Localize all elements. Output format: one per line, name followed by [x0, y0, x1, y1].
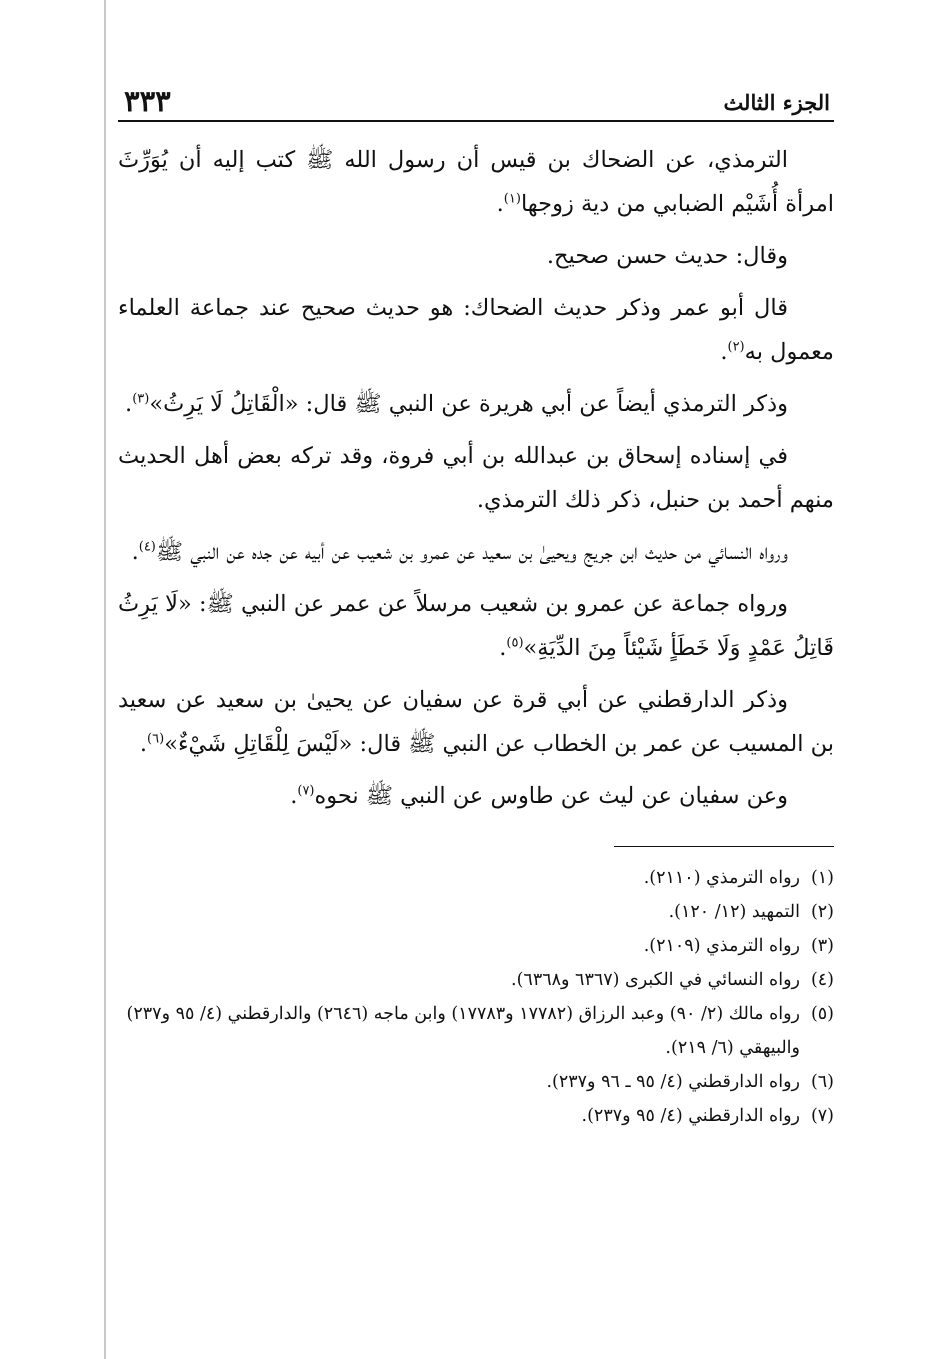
footnote-number: (١) — [810, 868, 834, 888]
footnote-number: (٥) — [810, 1004, 834, 1024]
paragraph-text: ورواه جماعة عن عمرو بن شعيب مرسلاً عن عمر عن النبي ﷺ: «لَا يَرِثُ قَاتِلُ عَمْدٍ وَلَا خَطَأٍ شَيْئاً مِنَ الدِّيَةِ» — [118, 591, 834, 661]
paragraph-8 — [118, 678, 834, 766]
paragraph-7 — [118, 582, 834, 670]
footnote-ref: (٤) — [138, 539, 156, 555]
footnote-3 — [118, 929, 834, 963]
footnote-4 — [118, 963, 834, 997]
paragraph-text: وقال: حديث حسن صحيح. — [546, 243, 788, 269]
paragraph-end: . — [131, 539, 139, 565]
paragraph-text: في إسناده إسحاق بن عبدالله بن أبي فروة، وقد تركه بعض أهل الحديث منهم أحمد بن حنبل، ذكر ذلك الترمذي. — [118, 443, 834, 513]
footnote-ref: (١) — [503, 191, 521, 207]
paragraph-text: وذكر الدارقطني عن أبي قرة عن سفيان عن يحيىٰ بن سعيد عن سعيد بن المسيب عن عمر بن الخطاب عن النبي ﷺ قال: «لَيْسَ لِلْقَاتِلِ شَيْءٌ» — [118, 687, 834, 757]
footnote-text: رواه النسائي في الكبرى (٦٣٦٧ و٦٣٦٨). — [511, 970, 800, 990]
footnote-text: رواه الترمذي (٢١٠٩). — [643, 936, 800, 956]
footnote-ref: (٦) — [147, 731, 165, 747]
footnote-ref: (٣) — [132, 391, 150, 407]
footnote-number: (٦) — [810, 1072, 834, 1092]
footnote-ref: (٥) — [506, 635, 524, 651]
footnote-text: رواه الترمذي (٢١١٠). — [643, 868, 800, 888]
paragraph-text: الترمذي، عن الضحاك بن قيس أن رسول الله ﷺ كتب إليه أن يُوَرِّثَ امرأة أُشَيْم الضبابي من دية زوجها — [118, 147, 834, 217]
footnote-1 — [118, 861, 834, 895]
footnote-number: (٣) — [810, 936, 834, 956]
paragraph-text: قال أبو عمر وذكر حديث الضحاك: هو حديث صحيح عند جماعة العلماء معمول به — [118, 295, 834, 365]
footnote-text: رواه مالك (٢/ ٩٠) وعبد الرزاق (١٧٧٨٢ و١٧٧٨٣) وابن ماجه (٢٦٤٦) والدارقطني (٤/ ٩٥ و٢٣٧) والبيهقي (٦/ ٢١٩). — [126, 1004, 800, 1058]
footnote-separator — [614, 846, 834, 847]
book-page — [118, 80, 834, 1133]
footnote-ref: (٧) — [297, 783, 315, 799]
paragraph-end: . — [720, 339, 728, 365]
paragraph-1 — [118, 138, 834, 226]
paragraph-text: وعن سفيان عن ليث عن طاوس عن النبي ﷺ نحوه — [314, 783, 788, 809]
paragraph-end: . — [499, 635, 507, 661]
footnote-number: (٤) — [810, 970, 834, 990]
page-number: ٣٣٣ — [124, 84, 171, 118]
paragraph-5 — [118, 434, 834, 522]
footnote-2 — [118, 895, 834, 929]
page-header — [118, 80, 834, 122]
page-binding-edge — [104, 0, 106, 1359]
paragraph-end: . — [125, 391, 133, 417]
paragraph-end: . — [290, 783, 298, 809]
paragraph-end: . — [139, 731, 148, 757]
paragraph-text: ورواه النسائي من حديث ابن جريج ويحيىٰ بن سعيد عن عمرو بن شعيب عن أبيه عن جده عن النبي ﷺ — [155, 539, 788, 565]
footnote-number: (٧) — [810, 1106, 834, 1126]
paragraph-6 — [118, 530, 834, 574]
footnotes — [118, 861, 834, 1133]
running-title: الجزء الثالث — [723, 90, 830, 115]
paragraph-3 — [118, 286, 834, 374]
footnote-text: رواه الدارقطني (٤/ ٩٥ ـ ٩٦ و٢٣٧). — [546, 1072, 800, 1092]
paragraph-9 — [118, 774, 834, 818]
footnote-text: التمهيد (١٢/ ١٢٠). — [668, 902, 800, 922]
paragraph-4 — [118, 382, 834, 426]
footnote-7 — [118, 1099, 834, 1133]
paragraph-text: وذكر الترمذي أيضاً عن أبي هريرة عن النبي ﷺ قال: «الْقَاتِلُ لَا يَرِثُ» — [149, 391, 788, 417]
paragraph-end: . — [496, 191, 504, 217]
footnote-text: رواه الدارقطني (٤/ ٩٥ و٢٣٧). — [581, 1106, 800, 1126]
paragraph-2 — [118, 234, 834, 278]
footnote-6 — [118, 1065, 834, 1099]
footnote-ref: (٢) — [727, 339, 745, 355]
main-text — [118, 138, 834, 818]
footnote-5 — [118, 997, 834, 1065]
footnote-number: (٢) — [810, 902, 834, 922]
